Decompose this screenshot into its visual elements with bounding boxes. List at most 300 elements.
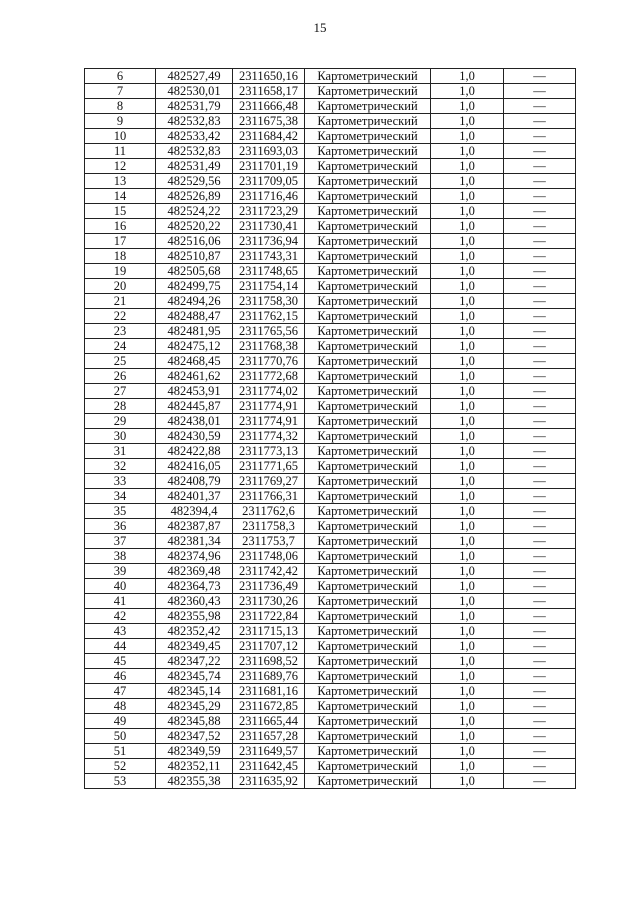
point-number-cell: 25 xyxy=(85,354,156,369)
table-row xyxy=(85,534,576,549)
accuracy-cell: 1,0 xyxy=(431,684,504,699)
accuracy-cell: 1,0 xyxy=(431,669,504,684)
description-cell: — xyxy=(504,69,576,84)
method-cell: Картометрический xyxy=(305,549,431,564)
point-number-cell: 48 xyxy=(85,699,156,714)
table-row xyxy=(85,69,576,84)
x-coordinate-cell: 482505,68 xyxy=(156,264,233,279)
x-coordinate-cell: 482527,49 xyxy=(156,69,233,84)
y-coordinate-cell: 2311773,13 xyxy=(233,444,305,459)
method-cell: Картометрический xyxy=(305,324,431,339)
table-row xyxy=(85,729,576,744)
y-coordinate-cell: 2311649,57 xyxy=(233,744,305,759)
point-number-cell: 24 xyxy=(85,339,156,354)
description-cell: — xyxy=(504,99,576,114)
description-cell: — xyxy=(504,414,576,429)
accuracy-cell: 1,0 xyxy=(431,699,504,714)
description-cell: — xyxy=(504,324,576,339)
method-cell: Картометрический xyxy=(305,384,431,399)
point-number-cell: 52 xyxy=(85,759,156,774)
accuracy-cell: 1,0 xyxy=(431,489,504,504)
description-cell: — xyxy=(504,519,576,534)
description-cell: — xyxy=(504,639,576,654)
accuracy-cell: 1,0 xyxy=(431,534,504,549)
y-coordinate-cell: 2311774,02 xyxy=(233,384,305,399)
point-number-cell: 42 xyxy=(85,609,156,624)
accuracy-cell: 1,0 xyxy=(431,339,504,354)
x-coordinate-cell: 482349,45 xyxy=(156,639,233,654)
table-row xyxy=(85,294,576,309)
method-cell: Картометрический xyxy=(305,579,431,594)
method-cell: Картометрический xyxy=(305,534,431,549)
accuracy-cell: 1,0 xyxy=(431,129,504,144)
point-number-cell: 39 xyxy=(85,564,156,579)
x-coordinate-cell: 482408,79 xyxy=(156,474,233,489)
accuracy-cell: 1,0 xyxy=(431,84,504,99)
table-row xyxy=(85,369,576,384)
y-coordinate-cell: 2311715,13 xyxy=(233,624,305,639)
table-row xyxy=(85,549,576,564)
point-number-cell: 50 xyxy=(85,729,156,744)
accuracy-cell: 1,0 xyxy=(431,69,504,84)
description-cell: — xyxy=(504,714,576,729)
y-coordinate-cell: 2311689,76 xyxy=(233,669,305,684)
y-coordinate-cell: 2311684,42 xyxy=(233,129,305,144)
point-number-cell: 37 xyxy=(85,534,156,549)
accuracy-cell: 1,0 xyxy=(431,384,504,399)
point-number-cell: 30 xyxy=(85,429,156,444)
accuracy-cell: 1,0 xyxy=(431,519,504,534)
y-coordinate-cell: 2311762,15 xyxy=(233,309,305,324)
table-row xyxy=(85,624,576,639)
y-coordinate-cell: 2311698,52 xyxy=(233,654,305,669)
table-row xyxy=(85,714,576,729)
description-cell: — xyxy=(504,354,576,369)
y-coordinate-cell: 2311772,68 xyxy=(233,369,305,384)
y-coordinate-cell: 2311722,84 xyxy=(233,609,305,624)
table-row xyxy=(85,219,576,234)
accuracy-cell: 1,0 xyxy=(431,774,504,789)
description-cell: — xyxy=(504,459,576,474)
x-coordinate-cell: 482369,48 xyxy=(156,564,233,579)
accuracy-cell: 1,0 xyxy=(431,414,504,429)
table-row xyxy=(85,444,576,459)
method-cell: Картометрический xyxy=(305,564,431,579)
description-cell: — xyxy=(504,594,576,609)
description-cell: — xyxy=(504,159,576,174)
y-coordinate-cell: 2311716,46 xyxy=(233,189,305,204)
y-coordinate-cell: 2311762,6 xyxy=(233,504,305,519)
method-cell: Картометрический xyxy=(305,129,431,144)
table-row xyxy=(85,504,576,519)
x-coordinate-cell: 482524,22 xyxy=(156,204,233,219)
y-coordinate-cell: 2311707,12 xyxy=(233,639,305,654)
point-number-cell: 34 xyxy=(85,489,156,504)
table-row xyxy=(85,684,576,699)
description-cell: — xyxy=(504,759,576,774)
point-number-cell: 12 xyxy=(85,159,156,174)
description-cell: — xyxy=(504,564,576,579)
x-coordinate-cell: 482352,42 xyxy=(156,624,233,639)
description-cell: — xyxy=(504,219,576,234)
x-coordinate-cell: 482530,01 xyxy=(156,84,233,99)
method-cell: Картометрический xyxy=(305,699,431,714)
accuracy-cell: 1,0 xyxy=(431,309,504,324)
description-cell: — xyxy=(504,264,576,279)
y-coordinate-cell: 2311730,41 xyxy=(233,219,305,234)
x-coordinate-cell: 482422,88 xyxy=(156,444,233,459)
y-coordinate-cell: 2311701,19 xyxy=(233,159,305,174)
table-row xyxy=(85,249,576,264)
x-coordinate-cell: 482345,29 xyxy=(156,699,233,714)
y-coordinate-cell: 2311723,29 xyxy=(233,204,305,219)
description-cell: — xyxy=(504,504,576,519)
point-number-cell: 26 xyxy=(85,369,156,384)
table-row xyxy=(85,759,576,774)
accuracy-cell: 1,0 xyxy=(431,294,504,309)
accuracy-cell: 1,0 xyxy=(431,609,504,624)
description-cell: — xyxy=(504,309,576,324)
point-number-cell: 32 xyxy=(85,459,156,474)
x-coordinate-cell: 482461,62 xyxy=(156,369,233,384)
y-coordinate-cell: 2311758,30 xyxy=(233,294,305,309)
method-cell: Картометрический xyxy=(305,504,431,519)
method-cell: Картометрический xyxy=(305,669,431,684)
point-number-cell: 29 xyxy=(85,414,156,429)
x-coordinate-cell: 482526,89 xyxy=(156,189,233,204)
point-number-cell: 9 xyxy=(85,114,156,129)
point-number-cell: 53 xyxy=(85,774,156,789)
description-cell: — xyxy=(504,474,576,489)
description-cell: — xyxy=(504,744,576,759)
method-cell: Картометрический xyxy=(305,639,431,654)
x-coordinate-cell: 482345,14 xyxy=(156,684,233,699)
description-cell: — xyxy=(504,339,576,354)
y-coordinate-cell: 2311768,38 xyxy=(233,339,305,354)
table-row xyxy=(85,264,576,279)
method-cell: Картометрический xyxy=(305,714,431,729)
table-row xyxy=(85,459,576,474)
table-row xyxy=(85,129,576,144)
table-row xyxy=(85,114,576,129)
page-number: 15 xyxy=(313,20,327,35)
x-coordinate-cell: 482481,95 xyxy=(156,324,233,339)
method-cell: Картометрический xyxy=(305,339,431,354)
accuracy-cell: 1,0 xyxy=(431,759,504,774)
method-cell: Картометрический xyxy=(305,519,431,534)
method-cell: Картометрический xyxy=(305,459,431,474)
table-row xyxy=(85,429,576,444)
y-coordinate-cell: 2311736,49 xyxy=(233,579,305,594)
point-number-cell: 18 xyxy=(85,249,156,264)
x-coordinate-cell: 482387,87 xyxy=(156,519,233,534)
point-number-cell: 33 xyxy=(85,474,156,489)
method-cell: Картометрический xyxy=(305,84,431,99)
accuracy-cell: 1,0 xyxy=(431,159,504,174)
accuracy-cell: 1,0 xyxy=(431,174,504,189)
method-cell: Картометрический xyxy=(305,249,431,264)
y-coordinate-cell: 2311665,44 xyxy=(233,714,305,729)
accuracy-cell: 1,0 xyxy=(431,219,504,234)
method-cell: Картометрический xyxy=(305,444,431,459)
description-cell: — xyxy=(504,534,576,549)
description-cell: — xyxy=(504,609,576,624)
x-coordinate-cell: 482416,05 xyxy=(156,459,233,474)
accuracy-cell: 1,0 xyxy=(431,639,504,654)
x-coordinate-cell: 482494,26 xyxy=(156,294,233,309)
point-number-cell: 14 xyxy=(85,189,156,204)
description-cell: — xyxy=(504,444,576,459)
y-coordinate-cell: 2311765,56 xyxy=(233,324,305,339)
point-number-cell: 10 xyxy=(85,129,156,144)
accuracy-cell: 1,0 xyxy=(431,99,504,114)
x-coordinate-cell: 482381,34 xyxy=(156,534,233,549)
description-cell: — xyxy=(504,549,576,564)
accuracy-cell: 1,0 xyxy=(431,429,504,444)
y-coordinate-cell: 2311754,14 xyxy=(233,279,305,294)
accuracy-cell: 1,0 xyxy=(431,714,504,729)
description-cell: — xyxy=(504,369,576,384)
method-cell: Картометрический xyxy=(305,159,431,174)
x-coordinate-cell: 482355,98 xyxy=(156,609,233,624)
point-number-cell: 46 xyxy=(85,669,156,684)
table-row xyxy=(85,354,576,369)
point-number-cell: 20 xyxy=(85,279,156,294)
description-cell: — xyxy=(504,144,576,159)
method-cell: Картометрический xyxy=(305,309,431,324)
description-cell: — xyxy=(504,234,576,249)
accuracy-cell: 1,0 xyxy=(431,399,504,414)
table-row xyxy=(85,189,576,204)
y-coordinate-cell: 2311709,05 xyxy=(233,174,305,189)
description-cell: — xyxy=(504,729,576,744)
table-row xyxy=(85,594,576,609)
accuracy-cell: 1,0 xyxy=(431,729,504,744)
x-coordinate-cell: 482468,45 xyxy=(156,354,233,369)
point-number-cell: 40 xyxy=(85,579,156,594)
x-coordinate-cell: 482355,38 xyxy=(156,774,233,789)
x-coordinate-cell: 482510,87 xyxy=(156,249,233,264)
point-number-cell: 7 xyxy=(85,84,156,99)
method-cell: Картометрический xyxy=(305,594,431,609)
table-row xyxy=(85,309,576,324)
point-number-cell: 49 xyxy=(85,714,156,729)
description-cell: — xyxy=(504,249,576,264)
y-coordinate-cell: 2311774,91 xyxy=(233,399,305,414)
description-cell: — xyxy=(504,384,576,399)
description-cell: — xyxy=(504,579,576,594)
method-cell: Картометрический xyxy=(305,234,431,249)
method-cell: Картометрический xyxy=(305,69,431,84)
point-number-cell: 51 xyxy=(85,744,156,759)
method-cell: Картометрический xyxy=(305,294,431,309)
table-row xyxy=(85,324,576,339)
x-coordinate-cell: 482488,47 xyxy=(156,309,233,324)
accuracy-cell: 1,0 xyxy=(431,369,504,384)
method-cell: Картометрический xyxy=(305,684,431,699)
description-cell: — xyxy=(504,174,576,189)
point-number-cell: 41 xyxy=(85,594,156,609)
x-coordinate-cell: 482532,83 xyxy=(156,114,233,129)
table-row xyxy=(85,339,576,354)
method-cell: Картометрический xyxy=(305,219,431,234)
table-row xyxy=(85,774,576,789)
x-coordinate-cell: 482394,4 xyxy=(156,504,233,519)
table-row xyxy=(85,204,576,219)
y-coordinate-cell: 2311748,06 xyxy=(233,549,305,564)
method-cell: Картометрический xyxy=(305,729,431,744)
y-coordinate-cell: 2311753,7 xyxy=(233,534,305,549)
description-cell: — xyxy=(504,429,576,444)
accuracy-cell: 1,0 xyxy=(431,504,504,519)
method-cell: Картометрический xyxy=(305,174,431,189)
x-coordinate-cell: 482529,56 xyxy=(156,174,233,189)
table-row xyxy=(85,564,576,579)
method-cell: Картометрический xyxy=(305,414,431,429)
x-coordinate-cell: 482533,42 xyxy=(156,129,233,144)
x-coordinate-cell: 482499,75 xyxy=(156,279,233,294)
method-cell: Картометрический xyxy=(305,189,431,204)
accuracy-cell: 1,0 xyxy=(431,549,504,564)
x-coordinate-cell: 482430,59 xyxy=(156,429,233,444)
table-row xyxy=(85,159,576,174)
method-cell: Картометрический xyxy=(305,429,431,444)
table-row xyxy=(85,654,576,669)
point-number-cell: 35 xyxy=(85,504,156,519)
method-cell: Картометрический xyxy=(305,114,431,129)
description-cell: — xyxy=(504,699,576,714)
method-cell: Картометрический xyxy=(305,144,431,159)
point-number-cell: 45 xyxy=(85,654,156,669)
description-cell: — xyxy=(504,294,576,309)
x-coordinate-cell: 482374,96 xyxy=(156,549,233,564)
accuracy-cell: 1,0 xyxy=(431,264,504,279)
accuracy-cell: 1,0 xyxy=(431,189,504,204)
method-cell: Картометрический xyxy=(305,369,431,384)
description-cell: — xyxy=(504,669,576,684)
accuracy-cell: 1,0 xyxy=(431,459,504,474)
x-coordinate-cell: 482360,43 xyxy=(156,594,233,609)
accuracy-cell: 1,0 xyxy=(431,564,504,579)
point-number-cell: 11 xyxy=(85,144,156,159)
x-coordinate-cell: 482531,49 xyxy=(156,159,233,174)
accuracy-cell: 1,0 xyxy=(431,354,504,369)
table-row xyxy=(85,384,576,399)
table-row xyxy=(85,699,576,714)
description-cell: — xyxy=(504,129,576,144)
table-row xyxy=(85,669,576,684)
table-row xyxy=(85,144,576,159)
x-coordinate-cell: 482453,91 xyxy=(156,384,233,399)
method-cell: Картометрический xyxy=(305,279,431,294)
point-number-cell: 15 xyxy=(85,204,156,219)
y-coordinate-cell: 2311769,27 xyxy=(233,474,305,489)
x-coordinate-cell: 482345,88 xyxy=(156,714,233,729)
y-coordinate-cell: 2311672,85 xyxy=(233,699,305,714)
point-number-cell: 43 xyxy=(85,624,156,639)
table-row xyxy=(85,174,576,189)
coordinates-table xyxy=(84,68,576,789)
x-coordinate-cell: 482475,12 xyxy=(156,339,233,354)
point-number-cell: 16 xyxy=(85,219,156,234)
y-coordinate-cell: 2311693,03 xyxy=(233,144,305,159)
table-row xyxy=(85,234,576,249)
table-row xyxy=(85,84,576,99)
description-cell: — xyxy=(504,654,576,669)
x-coordinate-cell: 482364,73 xyxy=(156,579,233,594)
method-cell: Картометрический xyxy=(305,624,431,639)
x-coordinate-cell: 482352,11 xyxy=(156,759,233,774)
x-coordinate-cell: 482349,59 xyxy=(156,744,233,759)
description-cell: — xyxy=(504,399,576,414)
y-coordinate-cell: 2311681,16 xyxy=(233,684,305,699)
x-coordinate-cell: 482520,22 xyxy=(156,219,233,234)
point-number-cell: 13 xyxy=(85,174,156,189)
method-cell: Картометрический xyxy=(305,264,431,279)
method-cell: Картометрический xyxy=(305,99,431,114)
y-coordinate-cell: 2311666,48 xyxy=(233,99,305,114)
method-cell: Картометрический xyxy=(305,399,431,414)
x-coordinate-cell: 482531,79 xyxy=(156,99,233,114)
x-coordinate-cell: 482347,22 xyxy=(156,654,233,669)
point-number-cell: 31 xyxy=(85,444,156,459)
description-cell: — xyxy=(504,624,576,639)
accuracy-cell: 1,0 xyxy=(431,594,504,609)
y-coordinate-cell: 2311748,65 xyxy=(233,264,305,279)
y-coordinate-cell: 2311650,16 xyxy=(233,69,305,84)
y-coordinate-cell: 2311642,45 xyxy=(233,759,305,774)
accuracy-cell: 1,0 xyxy=(431,279,504,294)
accuracy-cell: 1,0 xyxy=(431,249,504,264)
description-cell: — xyxy=(504,114,576,129)
y-coordinate-cell: 2311774,32 xyxy=(233,429,305,444)
accuracy-cell: 1,0 xyxy=(431,744,504,759)
description-cell: — xyxy=(504,279,576,294)
point-number-cell: 38 xyxy=(85,549,156,564)
description-cell: — xyxy=(504,189,576,204)
point-number-cell: 28 xyxy=(85,399,156,414)
table-row xyxy=(85,579,576,594)
description-cell: — xyxy=(504,684,576,699)
table-row xyxy=(85,474,576,489)
method-cell: Картометрический xyxy=(305,354,431,369)
y-coordinate-cell: 2311736,94 xyxy=(233,234,305,249)
y-coordinate-cell: 2311730,26 xyxy=(233,594,305,609)
y-coordinate-cell: 2311742,42 xyxy=(233,564,305,579)
y-coordinate-cell: 2311658,17 xyxy=(233,84,305,99)
point-number-cell: 19 xyxy=(85,264,156,279)
x-coordinate-cell: 482532,83 xyxy=(156,144,233,159)
y-coordinate-cell: 2311771,65 xyxy=(233,459,305,474)
accuracy-cell: 1,0 xyxy=(431,579,504,594)
table-row xyxy=(85,399,576,414)
point-number-cell: 47 xyxy=(85,684,156,699)
point-number-cell: 21 xyxy=(85,294,156,309)
description-cell: — xyxy=(504,489,576,504)
point-number-cell: 22 xyxy=(85,309,156,324)
accuracy-cell: 1,0 xyxy=(431,624,504,639)
table-row xyxy=(85,489,576,504)
accuracy-cell: 1,0 xyxy=(431,234,504,249)
method-cell: Картометрический xyxy=(305,204,431,219)
y-coordinate-cell: 2311774,91 xyxy=(233,414,305,429)
table-row xyxy=(85,744,576,759)
accuracy-cell: 1,0 xyxy=(431,144,504,159)
table-row xyxy=(85,279,576,294)
y-coordinate-cell: 2311758,3 xyxy=(233,519,305,534)
point-number-cell: 44 xyxy=(85,639,156,654)
table-row xyxy=(85,99,576,114)
